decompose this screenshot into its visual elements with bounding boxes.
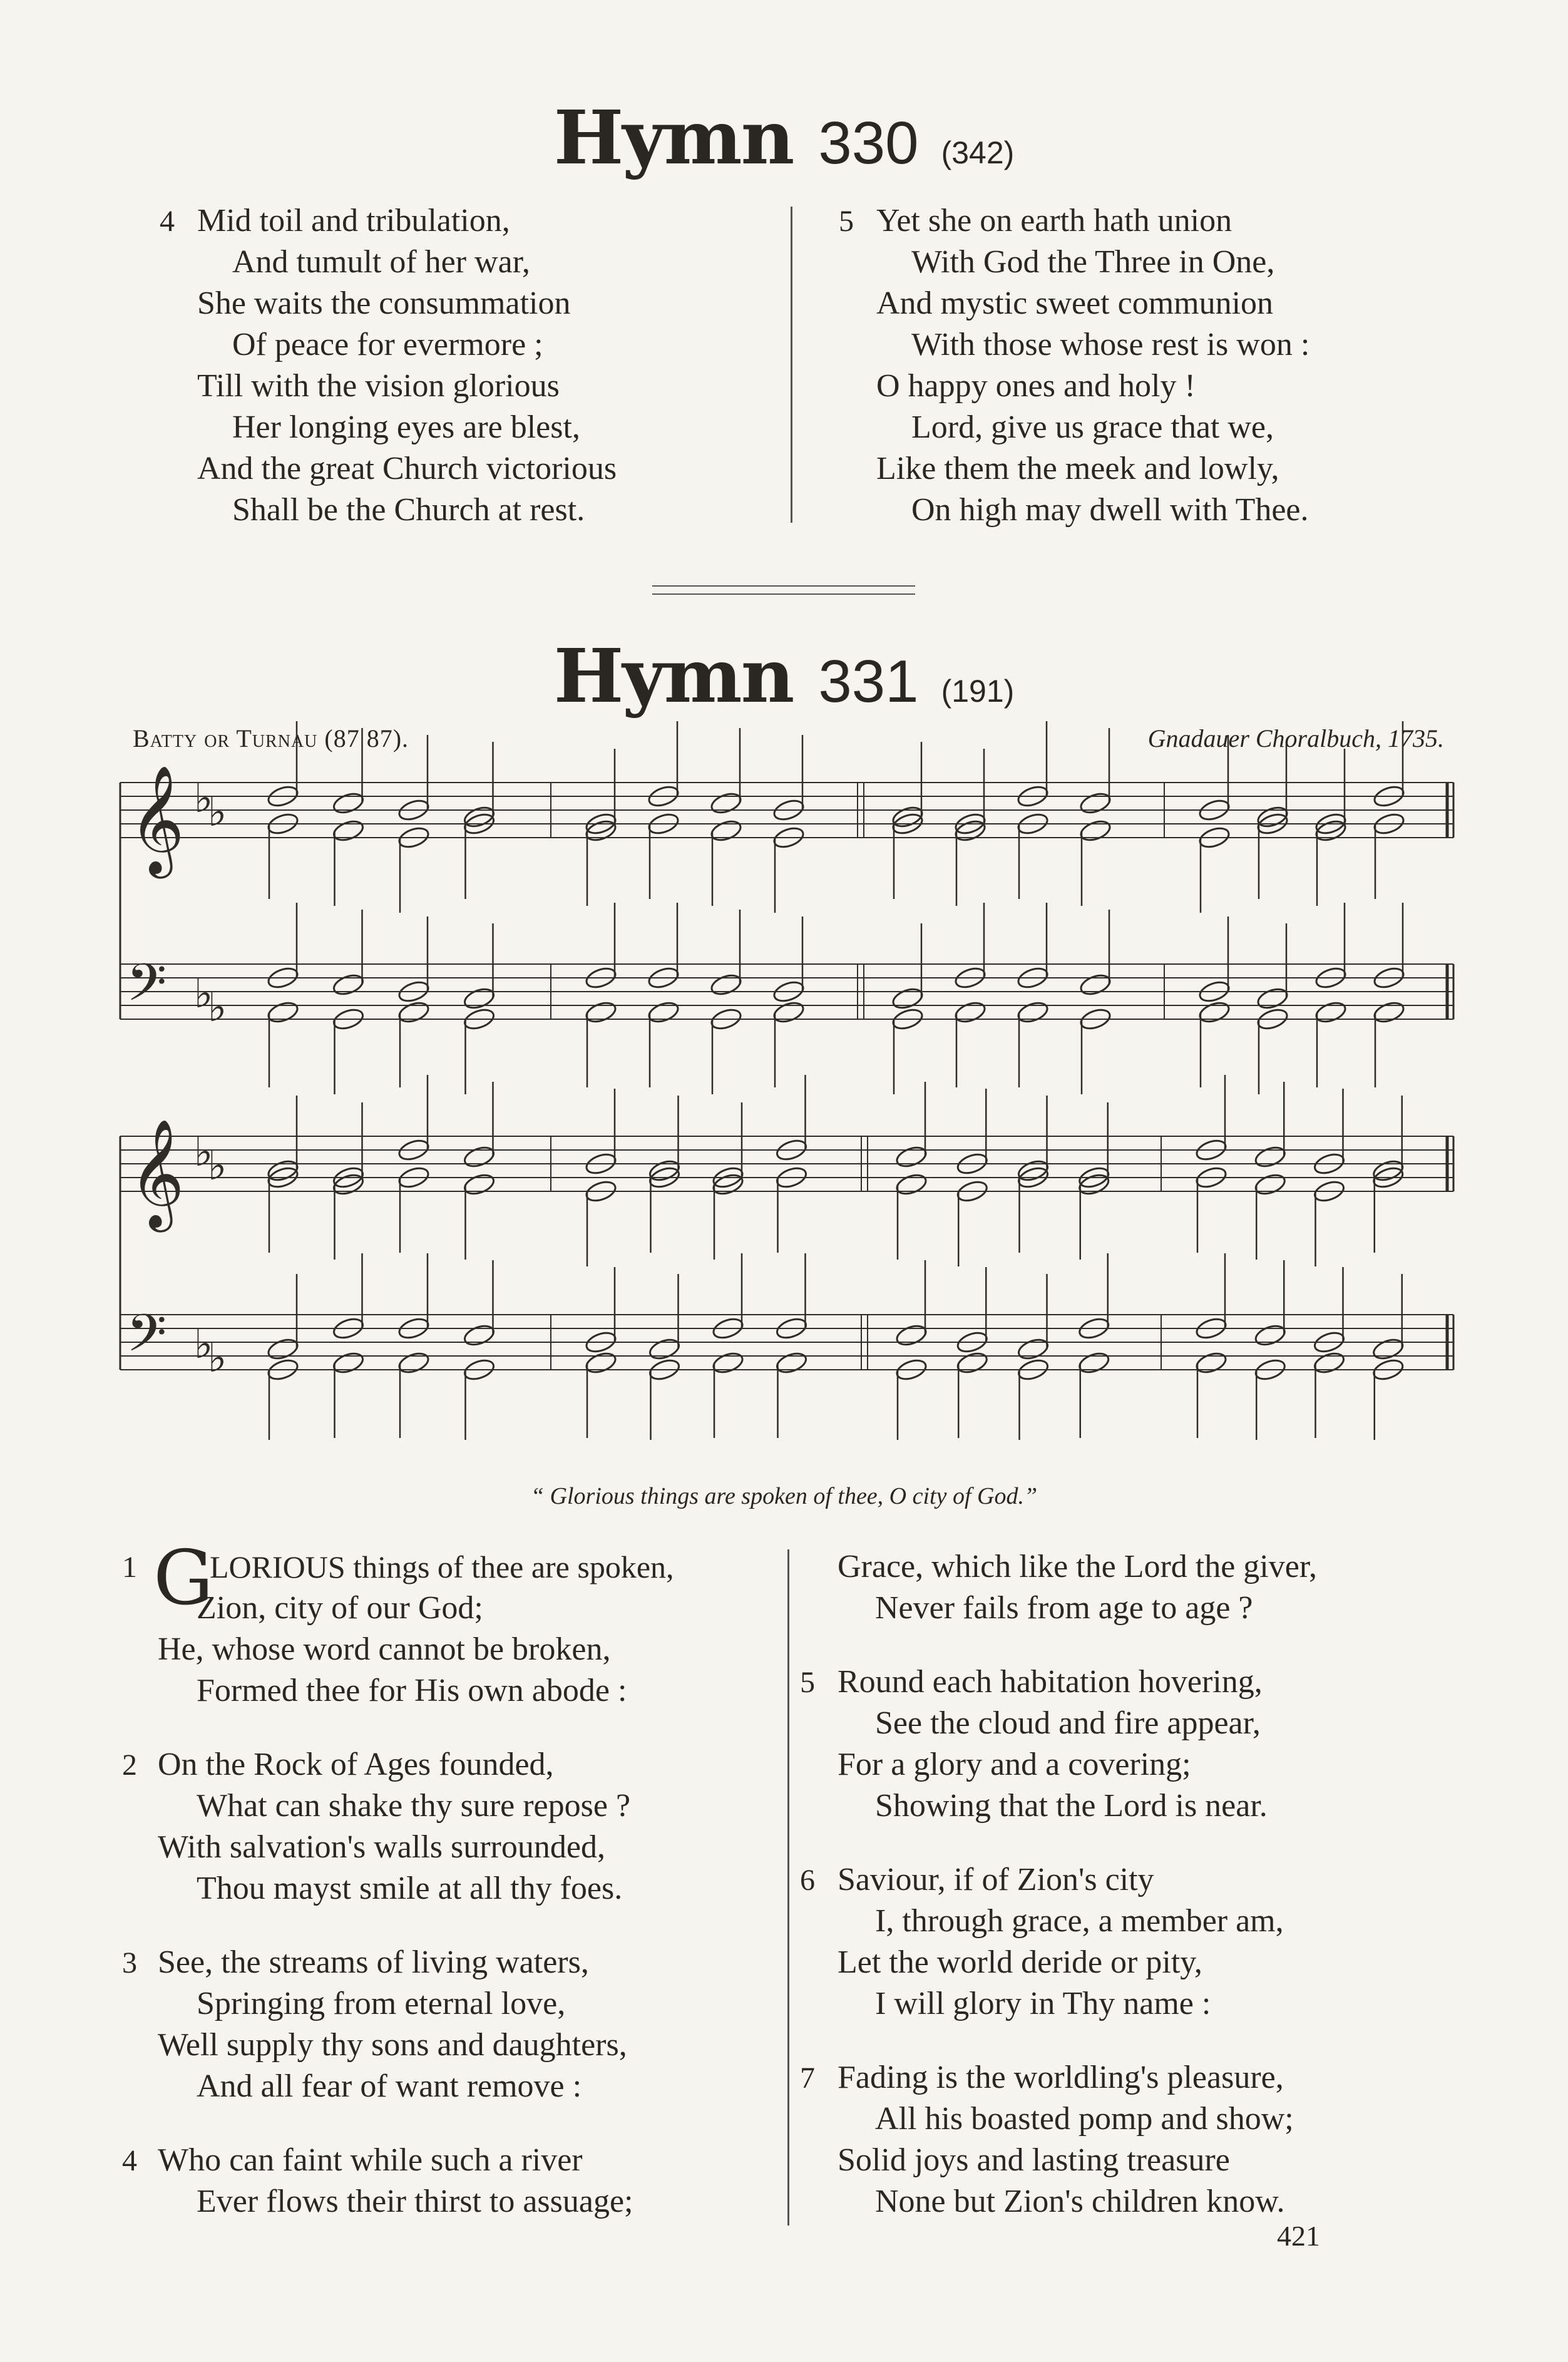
hymn-number: 330 bbox=[818, 110, 919, 177]
column-divider bbox=[787, 1549, 789, 2226]
note-head bbox=[266, 1000, 300, 1025]
verse-line: Ever flows their thirst to assuage; bbox=[197, 2184, 633, 2219]
verse-line: Well supply thy sons and daughters, bbox=[158, 2027, 627, 2063]
note-head bbox=[709, 791, 743, 816]
note-head bbox=[266, 1337, 300, 1362]
verse-line: I will glory in Thy name : bbox=[875, 1986, 1211, 2021]
verse-line: Like them the meek and lowly, bbox=[876, 451, 1279, 486]
verse-line: O happy ones and holy ! bbox=[876, 368, 1196, 404]
treble-clef-icon: 𝄞 bbox=[129, 1119, 185, 1228]
note-head bbox=[332, 972, 366, 998]
verse-line: I, through grace, a member am, bbox=[875, 1903, 1284, 1939]
page-number: 421 bbox=[1277, 2220, 1320, 2252]
bass-clef-icon: 𝄢 bbox=[126, 952, 167, 1025]
hymn-word: Hymn bbox=[553, 94, 794, 181]
verse-line: Yet she on earth hath union bbox=[876, 203, 1232, 239]
verse-number: 4 bbox=[122, 2144, 137, 2177]
treble-clef-icon: 𝄞 bbox=[129, 765, 185, 874]
verse-line: With those whose rest is won : bbox=[911, 327, 1310, 362]
verse-number: 5 bbox=[839, 205, 854, 238]
note-head bbox=[772, 1000, 806, 1025]
note-head bbox=[463, 1172, 496, 1198]
note-head bbox=[894, 1323, 928, 1348]
verse-line: What can shake thy sure repose ? bbox=[197, 1788, 631, 1824]
bass-clef-icon: 𝄢 bbox=[126, 1303, 167, 1376]
tune-source: Gnadauer Choralbuch, 1735. bbox=[1147, 724, 1444, 752]
flat-icon: ♭ bbox=[208, 985, 227, 1031]
verse-line: Thou mayst smile at all thy foes. bbox=[197, 1871, 623, 1906]
verse-line: Never fails from age to age ? bbox=[875, 1590, 1253, 1626]
verse-line: Her longing eyes are blest, bbox=[232, 409, 580, 445]
old-hymn-number: (191) bbox=[941, 674, 1015, 709]
verse-line: Fading is the worldling's pleasure, bbox=[838, 2060, 1284, 2095]
verse-number: 3 bbox=[122, 1946, 137, 1979]
note-head bbox=[1313, 1350, 1346, 1376]
note-head bbox=[584, 1350, 618, 1376]
verse-line: And the great Church victorious bbox=[197, 451, 617, 486]
verse-line: Zion, city of our God; bbox=[197, 1590, 483, 1626]
verse-line: Lord, give us grace that we, bbox=[911, 409, 1274, 445]
verse-line: On the Rock of Ages founded, bbox=[158, 1747, 554, 1782]
note-head bbox=[1194, 1350, 1228, 1376]
note-head bbox=[1017, 1337, 1050, 1362]
verse-line: Saviour, if of Zion's city bbox=[838, 1862, 1154, 1897]
verse-line: None but Zion's children know. bbox=[875, 2184, 1285, 2219]
verse-line: Let the world deride or pity, bbox=[838, 1944, 1202, 1980]
verse-line: All his boasted pomp and show; bbox=[875, 2101, 1294, 2137]
note-head bbox=[463, 1323, 496, 1348]
stanza-1-first-line: LORIOUS things of thee are spoken, bbox=[210, 1549, 674, 1584]
verse-line: On high may dwell with Thee. bbox=[911, 492, 1309, 528]
old-hymn-number: (342) bbox=[941, 135, 1015, 170]
note-head bbox=[332, 818, 366, 844]
flat-icon: ♭ bbox=[194, 1129, 213, 1176]
verse-line: Solid joys and lasting treasure bbox=[838, 2142, 1230, 2178]
note-head bbox=[894, 1144, 928, 1170]
flat-icon: ♭ bbox=[194, 776, 213, 822]
verse-line: Who can faint while such a river bbox=[158, 2142, 583, 2178]
note-head bbox=[648, 1337, 682, 1362]
verse-line: Grace, which like the Lord the giver, bbox=[838, 1549, 1318, 1584]
note-head bbox=[1079, 972, 1112, 998]
drop-cap: G bbox=[153, 1535, 213, 1622]
note-head bbox=[1079, 818, 1112, 844]
note-head bbox=[332, 1350, 366, 1376]
flat-icon: ♭ bbox=[208, 789, 227, 836]
flat-icon: ♭ bbox=[208, 1143, 227, 1189]
note-head bbox=[709, 972, 743, 998]
note-head bbox=[1253, 1144, 1287, 1170]
verse-line: For a glory and a covering; bbox=[838, 1747, 1191, 1782]
flat-icon: ♭ bbox=[208, 1335, 227, 1382]
note-head bbox=[1077, 1350, 1111, 1376]
verse-line: Showing that the Lord is near. bbox=[875, 1788, 1268, 1824]
verse-line: See the cloud and fire appear, bbox=[875, 1705, 1261, 1741]
tune-name: Batty or Turnau (87 87). bbox=[133, 724, 409, 752]
note-head bbox=[463, 986, 496, 1012]
note-head bbox=[1253, 1172, 1287, 1198]
verse-line: Round each habitation hovering, bbox=[838, 1664, 1263, 1700]
verse-line: She waits the consummation bbox=[197, 285, 571, 321]
note-head bbox=[1372, 1000, 1406, 1025]
verse-line: Shall be the Church at rest. bbox=[232, 492, 585, 528]
hymn-number: 331 bbox=[818, 648, 919, 715]
note-head bbox=[1371, 1337, 1405, 1362]
verse-line: He, whose word cannot be broken, bbox=[158, 1631, 611, 1667]
note-head bbox=[953, 1000, 987, 1025]
note-head bbox=[891, 986, 925, 1012]
verse-number: 7 bbox=[800, 2062, 815, 2095]
epigraph: “ Glorious things are spoken of thee, O city of God.” bbox=[530, 1483, 1038, 1509]
verse-line: With God the Three in One, bbox=[911, 244, 1275, 280]
verse-line: See, the streams of living waters, bbox=[158, 1944, 589, 1980]
verse-line: Springing from eternal love, bbox=[197, 1986, 566, 2021]
note-head bbox=[397, 1350, 431, 1376]
note-head bbox=[1079, 791, 1112, 816]
verse-line: Till with the vision glorious bbox=[197, 368, 560, 404]
verse-number: 2 bbox=[122, 1748, 137, 1782]
verse-line: Formed thee for His own abode : bbox=[197, 1673, 627, 1708]
verse-number: 5 bbox=[800, 1666, 815, 1699]
hymn-word: Hymn bbox=[553, 632, 794, 719]
note-head bbox=[397, 1000, 431, 1025]
note-head bbox=[1256, 986, 1289, 1012]
note-head bbox=[709, 818, 743, 844]
verse-line: And all fear of want remove : bbox=[197, 2068, 582, 2104]
verse-line: And tumult of her war, bbox=[232, 244, 530, 280]
flat-icon: ♭ bbox=[194, 971, 213, 1017]
note-head bbox=[647, 1000, 680, 1025]
note-head bbox=[584, 1000, 618, 1025]
verse-line: And mystic sweet communion bbox=[876, 285, 1274, 321]
note-head bbox=[775, 1350, 809, 1376]
verse-line: With salvation's walls surrounded, bbox=[158, 1829, 605, 1865]
note-head bbox=[955, 1350, 989, 1376]
verse-line: Of peace for evermore ; bbox=[232, 327, 543, 362]
note-head bbox=[711, 1350, 745, 1376]
verse-line: Mid toil and tribulation, bbox=[197, 203, 510, 239]
verse-number: 6 bbox=[800, 1864, 815, 1897]
note-head bbox=[1314, 1000, 1348, 1025]
note-head bbox=[894, 1172, 928, 1198]
note-head bbox=[1016, 1000, 1050, 1025]
note-head bbox=[1253, 1323, 1287, 1348]
verse-number: 4 bbox=[160, 205, 175, 238]
flat-icon: ♭ bbox=[194, 1322, 213, 1368]
note-head bbox=[1197, 1000, 1231, 1025]
note-head bbox=[332, 791, 366, 816]
verse-number: 1 bbox=[122, 1551, 137, 1584]
note-head bbox=[463, 1144, 496, 1170]
